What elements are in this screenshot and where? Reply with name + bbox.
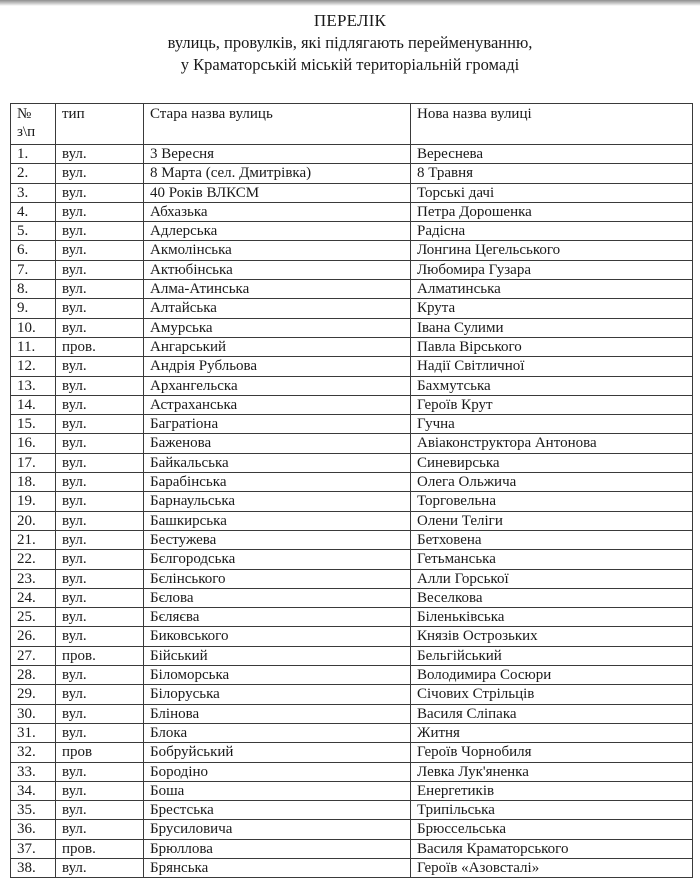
table-header-row	[11, 104, 693, 145]
row-number: 16.	[11, 434, 56, 453]
row-type: пров	[56, 743, 144, 762]
row-number: 28.	[11, 666, 56, 685]
row-type: вул.	[56, 280, 144, 299]
row-old-name: Білоруська	[144, 685, 411, 704]
row-type: вул.	[56, 357, 144, 376]
row-new-name: Гетьманська	[411, 550, 693, 569]
row-type: вул.	[56, 858, 144, 877]
row-number: 36.	[11, 820, 56, 839]
row-new-name: Брюссельська	[411, 820, 693, 839]
table-row	[11, 839, 693, 858]
row-type: вул.	[56, 685, 144, 704]
row-old-name: Боша	[144, 781, 411, 800]
table-row	[11, 704, 693, 723]
row-new-name: Лонгина Цегельського	[411, 241, 693, 260]
table-row	[11, 395, 693, 414]
row-new-name: Алли Горської	[411, 569, 693, 588]
row-new-name: Гучна	[411, 415, 693, 434]
header-new-name: Нова назва вулиці	[411, 104, 693, 145]
table-row	[11, 781, 693, 800]
row-number: 13.	[11, 376, 56, 395]
row-old-name: Алма-Атинська	[144, 280, 411, 299]
row-new-name: Любомира Гузара	[411, 260, 693, 279]
row-type: вул.	[56, 415, 144, 434]
row-number: 30.	[11, 704, 56, 723]
row-new-name: Авіаконструктора Антонова	[411, 434, 693, 453]
document-title: ПЕРЕЛІК	[313, 11, 387, 30]
row-new-name: Вереснева	[411, 145, 693, 164]
row-old-name: Биковського	[144, 627, 411, 646]
table-row	[11, 376, 693, 395]
document-heading	[0, 10, 700, 76]
table-row	[11, 627, 693, 646]
table-row	[11, 299, 693, 318]
row-new-name: Трипільська	[411, 801, 693, 820]
row-type: вул.	[56, 145, 144, 164]
table-row	[11, 801, 693, 820]
row-type: вул.	[56, 781, 144, 800]
table-row	[11, 608, 693, 627]
row-new-name: Радісна	[411, 222, 693, 241]
table-row	[11, 666, 693, 685]
row-old-name: 8 Марта (сел. Дмитрівка)	[144, 164, 411, 183]
row-number: 35.	[11, 801, 56, 820]
row-number: 33.	[11, 762, 56, 781]
row-type: вул.	[56, 202, 144, 221]
row-old-name: Андрія Рубльова	[144, 357, 411, 376]
row-type: вул.	[56, 511, 144, 530]
row-number: 1.	[11, 145, 56, 164]
header-old-name: Стара назва вулиць	[144, 104, 411, 145]
table-row	[11, 530, 693, 549]
row-type: вул.	[56, 318, 144, 337]
row-old-name: Ангарський	[144, 337, 411, 356]
row-number: 26.	[11, 627, 56, 646]
row-old-name: Бєлова	[144, 588, 411, 607]
row-old-name: Бєляєва	[144, 608, 411, 627]
row-old-name: Адлерська	[144, 222, 411, 241]
row-old-name: Біломорська	[144, 666, 411, 685]
table-row	[11, 743, 693, 762]
row-type: вул.	[56, 453, 144, 472]
row-old-name: Бєлгородська	[144, 550, 411, 569]
table-row	[11, 453, 693, 472]
row-number: 18.	[11, 473, 56, 492]
row-type: вул.	[56, 588, 144, 607]
row-type: вул.	[56, 762, 144, 781]
row-old-name: Блока	[144, 723, 411, 742]
row-new-name: Князів Острозьких	[411, 627, 693, 646]
row-number: 4.	[11, 202, 56, 221]
row-old-name: Бєлінського	[144, 569, 411, 588]
table-row	[11, 473, 693, 492]
row-type: вул.	[56, 820, 144, 839]
row-old-name: Бестужева	[144, 530, 411, 549]
row-number: 38.	[11, 858, 56, 877]
row-old-name: Багратіона	[144, 415, 411, 434]
row-new-name: Бельгійський	[411, 646, 693, 665]
row-new-name: Петра Дорошенка	[411, 202, 693, 221]
row-old-name: Амурська	[144, 318, 411, 337]
table-row	[11, 280, 693, 299]
row-number: 27.	[11, 646, 56, 665]
row-old-name: Бійський	[144, 646, 411, 665]
row-old-name: Астраханська	[144, 395, 411, 414]
row-type: вул.	[56, 569, 144, 588]
row-number: 37.	[11, 839, 56, 858]
row-old-name: Бобруйський	[144, 743, 411, 762]
row-old-name: Барабінська	[144, 473, 411, 492]
row-number: 5.	[11, 222, 56, 241]
row-old-name: Байкальська	[144, 453, 411, 472]
table-row	[11, 646, 693, 665]
row-type: вул.	[56, 492, 144, 511]
row-number: 20.	[11, 511, 56, 530]
row-new-name: Левка Лук'яненка	[411, 762, 693, 781]
row-type: вул.	[56, 473, 144, 492]
row-number: 7.	[11, 260, 56, 279]
row-new-name: Житня	[411, 723, 693, 742]
row-new-name: Веселкова	[411, 588, 693, 607]
table-row	[11, 723, 693, 742]
row-new-name: Крута	[411, 299, 693, 318]
table-row	[11, 415, 693, 434]
row-number: 24.	[11, 588, 56, 607]
row-old-name: Актюбінська	[144, 260, 411, 279]
row-new-name: Івана Сулими	[411, 318, 693, 337]
header-number-symbol: №	[17, 106, 32, 122]
header-number-abbrev: з\п	[17, 124, 36, 140]
table-row	[11, 492, 693, 511]
row-new-name: Героїв Чорнобиля	[411, 743, 693, 762]
table-row	[11, 550, 693, 569]
row-type: вул.	[56, 627, 144, 646]
row-new-name: Героїв Крут	[411, 395, 693, 414]
row-old-name: Алтайська	[144, 299, 411, 318]
row-number: 2.	[11, 164, 56, 183]
street-rename-table	[10, 103, 693, 878]
row-type: вул.	[56, 704, 144, 723]
row-number: 22.	[11, 550, 56, 569]
row-new-name: Січових Стрільців	[411, 685, 693, 704]
row-old-name: Башкирська	[144, 511, 411, 530]
table-row	[11, 145, 693, 164]
row-old-name: Брусиловича	[144, 820, 411, 839]
row-type: вул.	[56, 550, 144, 569]
row-old-name: 3 Вересня	[144, 145, 411, 164]
row-old-name: Архангельска	[144, 376, 411, 395]
row-number: 3.	[11, 183, 56, 202]
table-row	[11, 183, 693, 202]
table-row	[11, 820, 693, 839]
row-type: вул.	[56, 376, 144, 395]
row-number: 29.	[11, 685, 56, 704]
row-type: вул.	[56, 395, 144, 414]
document-subtitle-line2: у Краматорській міській територіальній громаді	[180, 55, 520, 74]
row-new-name: Біленьківська	[411, 608, 693, 627]
table-row	[11, 318, 693, 337]
row-type: вул.	[56, 299, 144, 318]
table-row	[11, 685, 693, 704]
row-new-name: Енергетиків	[411, 781, 693, 800]
table-row	[11, 337, 693, 356]
row-old-name: Брестська	[144, 801, 411, 820]
row-old-name: Абхазька	[144, 202, 411, 221]
table-row	[11, 222, 693, 241]
header-type: тип	[56, 104, 144, 145]
row-new-name: Павла Вірського	[411, 337, 693, 356]
row-type: вул.	[56, 801, 144, 820]
row-number: 12.	[11, 357, 56, 376]
row-new-name: 8 Травня	[411, 164, 693, 183]
window-top-edge	[0, 0, 700, 6]
row-type: пров.	[56, 646, 144, 665]
table-row	[11, 569, 693, 588]
table-row	[11, 241, 693, 260]
row-type: пров.	[56, 337, 144, 356]
row-type: вул.	[56, 164, 144, 183]
row-new-name: Алматинська	[411, 280, 693, 299]
header-number	[11, 104, 56, 145]
row-new-name: Надії Світличної	[411, 357, 693, 376]
table-row	[11, 357, 693, 376]
table-row	[11, 164, 693, 183]
row-number: 19.	[11, 492, 56, 511]
row-type: пров.	[56, 839, 144, 858]
row-type: вул.	[56, 260, 144, 279]
row-old-name: Блінова	[144, 704, 411, 723]
row-number: 31.	[11, 723, 56, 742]
row-type: вул.	[56, 183, 144, 202]
row-number: 34.	[11, 781, 56, 800]
row-old-name: Баженова	[144, 434, 411, 453]
table-row	[11, 511, 693, 530]
row-number: 25.	[11, 608, 56, 627]
row-new-name: Василя Сліпака	[411, 704, 693, 723]
row-number: 15.	[11, 415, 56, 434]
row-number: 17.	[11, 453, 56, 472]
row-type: вул.	[56, 530, 144, 549]
row-old-name: Бородіно	[144, 762, 411, 781]
row-number: 21.	[11, 530, 56, 549]
row-type: вул.	[56, 608, 144, 627]
table-row	[11, 434, 693, 453]
row-number: 10.	[11, 318, 56, 337]
row-new-name: Синевирська	[411, 453, 693, 472]
row-new-name: Торговельна	[411, 492, 693, 511]
row-new-name: Героїв «Азовсталі»	[411, 858, 693, 877]
row-new-name: Василя Краматорського	[411, 839, 693, 858]
document-subtitle-line1: вулиць, провулків, які підлягають перейменуванню,	[167, 33, 533, 52]
row-type: вул.	[56, 222, 144, 241]
row-old-name: Барнаульська	[144, 492, 411, 511]
row-number: 9.	[11, 299, 56, 318]
table-row	[11, 260, 693, 279]
row-number: 32.	[11, 743, 56, 762]
row-number: 23.	[11, 569, 56, 588]
row-new-name: Бахмутська	[411, 376, 693, 395]
table-row	[11, 762, 693, 781]
row-old-name: Акмолінська	[144, 241, 411, 260]
row-number: 11.	[11, 337, 56, 356]
row-type: вул.	[56, 666, 144, 685]
row-type: вул.	[56, 241, 144, 260]
table-row	[11, 588, 693, 607]
row-new-name: Олега Ольжича	[411, 473, 693, 492]
row-number: 6.	[11, 241, 56, 260]
row-number: 8.	[11, 280, 56, 299]
row-type: вул.	[56, 723, 144, 742]
row-new-name: Володимира Сосюри	[411, 666, 693, 685]
table-row	[11, 202, 693, 221]
table-row	[11, 858, 693, 877]
row-number: 14.	[11, 395, 56, 414]
row-old-name: 40 Років ВЛКСМ	[144, 183, 411, 202]
row-new-name: Торські дачі	[411, 183, 693, 202]
row-old-name: Брюллова	[144, 839, 411, 858]
row-new-name: Бетховена	[411, 530, 693, 549]
row-old-name: Брянська	[144, 858, 411, 877]
row-type: вул.	[56, 434, 144, 453]
row-new-name: Олени Теліги	[411, 511, 693, 530]
